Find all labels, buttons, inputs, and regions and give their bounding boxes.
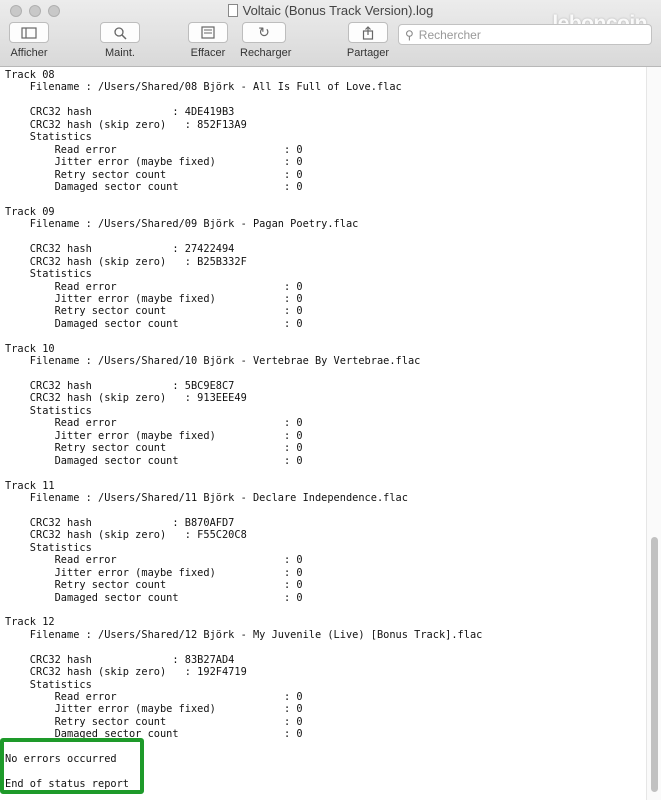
log-line: Track 11 (5, 479, 55, 492)
log-line: Retry sector count : 0 (5, 579, 303, 591)
log-line: Damaged sector count : 0 (5, 454, 303, 467)
search-icon: ⚲ (405, 27, 414, 42)
effacer-label: Effacer (190, 47, 226, 59)
log-line: CRC32 hash (skip zero) : B25B332F (5, 255, 247, 268)
afficher-button[interactable] (9, 22, 49, 43)
sidebar-icon (21, 27, 37, 39)
maint-group (100, 22, 140, 59)
clear-icon (200, 26, 216, 39)
log-line: No errors occurred (5, 753, 117, 766)
partager-button[interactable] (348, 22, 388, 43)
log-line: Filename : /Users/Shared/09 Björk - Pagan Poetry.flac (5, 218, 359, 231)
log-content[interactable] (0, 67, 646, 800)
effacer-group (188, 22, 228, 59)
log-line: Jitter error (maybe fixed) : 0 (5, 156, 303, 169)
log-line: CRC32 hash : 4DE419B3 (5, 106, 235, 119)
log-line: CRC32 hash (skip zero) : 913EEE49 (5, 392, 247, 405)
maint-button[interactable] (100, 22, 140, 43)
log-line: Retry sector count : 0 (5, 442, 303, 455)
inspect-icon (113, 26, 127, 40)
search-input[interactable] (398, 24, 652, 45)
log-line: Damaged sector count : 0 (5, 591, 303, 604)
log-line: Retry sector count : 0 (5, 715, 303, 728)
log-line: End of status report (5, 778, 129, 791)
log-line: Jitter error (maybe fixed) : 0 (5, 429, 303, 442)
recharger-group (240, 22, 292, 59)
scrollbar-thumb[interactable] (651, 537, 658, 792)
log-line: Damaged sector count : 0 (5, 181, 303, 193)
partager-group (346, 22, 390, 59)
title-bar (0, 0, 661, 67)
log-line: Statistics (5, 268, 92, 280)
summary-highlight-box (0, 738, 144, 794)
log-line: CRC32 hash : B870AFD7 (5, 516, 235, 529)
log-line: Statistics (5, 541, 92, 554)
search-placeholder: Rechercher (418, 27, 481, 42)
reload-icon: ↻ (258, 24, 270, 40)
log-line: Filename : /Users/Shared/08 Björk - All Is Full of Love.flac (5, 81, 402, 94)
log-line: Read error : 0 (5, 554, 303, 567)
log-line: Statistics (5, 678, 92, 691)
log-line: CRC32 hash (skip zero) : 192F4719 (5, 666, 247, 679)
document-icon (228, 4, 238, 17)
log-line: CRC32 hash : 5BC9E8C7 (5, 380, 235, 392)
log-line: Read error : 0 (5, 280, 303, 293)
log-line: Read error : 0 (5, 143, 303, 156)
log-line: Damaged sector count : 0 (5, 317, 303, 330)
log-line: Filename : /Users/Shared/12 Björk - My Juvenile (Live) [Bonus Track].flac (5, 628, 483, 641)
log-line: Retry sector count : 0 (5, 168, 303, 181)
window-title: Voltaic (Bonus Track Version).log (0, 3, 661, 18)
maint-label: Maint. (105, 47, 135, 59)
log-line: CRC32 hash (skip zero) : F55C20C8 (5, 529, 247, 542)
afficher-group (7, 22, 51, 59)
afficher-label: Afficher (10, 47, 48, 59)
share-icon (362, 26, 374, 40)
log-line: Filename : /Users/Shared/10 Björk - Vertebrae By Vertebrae.flac (5, 355, 421, 368)
log-line: Read error : 0 (5, 417, 303, 430)
log-line: Track 10 (5, 342, 55, 355)
partager-label: Partager (346, 47, 390, 59)
log-line: Jitter error (maybe fixed) : 0 (5, 566, 303, 579)
recharger-button[interactable] (242, 22, 286, 43)
log-line: Statistics (5, 131, 92, 144)
vertical-scrollbar[interactable] (646, 67, 661, 800)
log-line: Track 08 (5, 69, 55, 81)
log-line: CRC32 hash : 83B27AD4 (5, 653, 235, 666)
log-line: Retry sector count : 0 (5, 305, 303, 318)
effacer-button[interactable] (188, 22, 228, 43)
log-line: CRC32 hash : 27422494 (5, 243, 235, 256)
log-line: Damaged sector count : 0 (5, 728, 303, 741)
log-line: Filename : /Users/Shared/11 Björk - Declare Independence.flac (5, 492, 408, 504)
log-line: Track 12 (5, 616, 55, 629)
log-line: CRC32 hash (skip zero) : 852F13A9 (5, 118, 247, 131)
log-line: Track 09 (5, 205, 55, 218)
recharger-label: Recharger (240, 47, 292, 59)
log-line: Jitter error (maybe fixed) : 0 (5, 703, 303, 716)
log-line: Statistics (5, 404, 92, 417)
log-line: Jitter error (maybe fixed) : 0 (5, 292, 303, 305)
log-line: Read error : 0 (5, 691, 303, 703)
